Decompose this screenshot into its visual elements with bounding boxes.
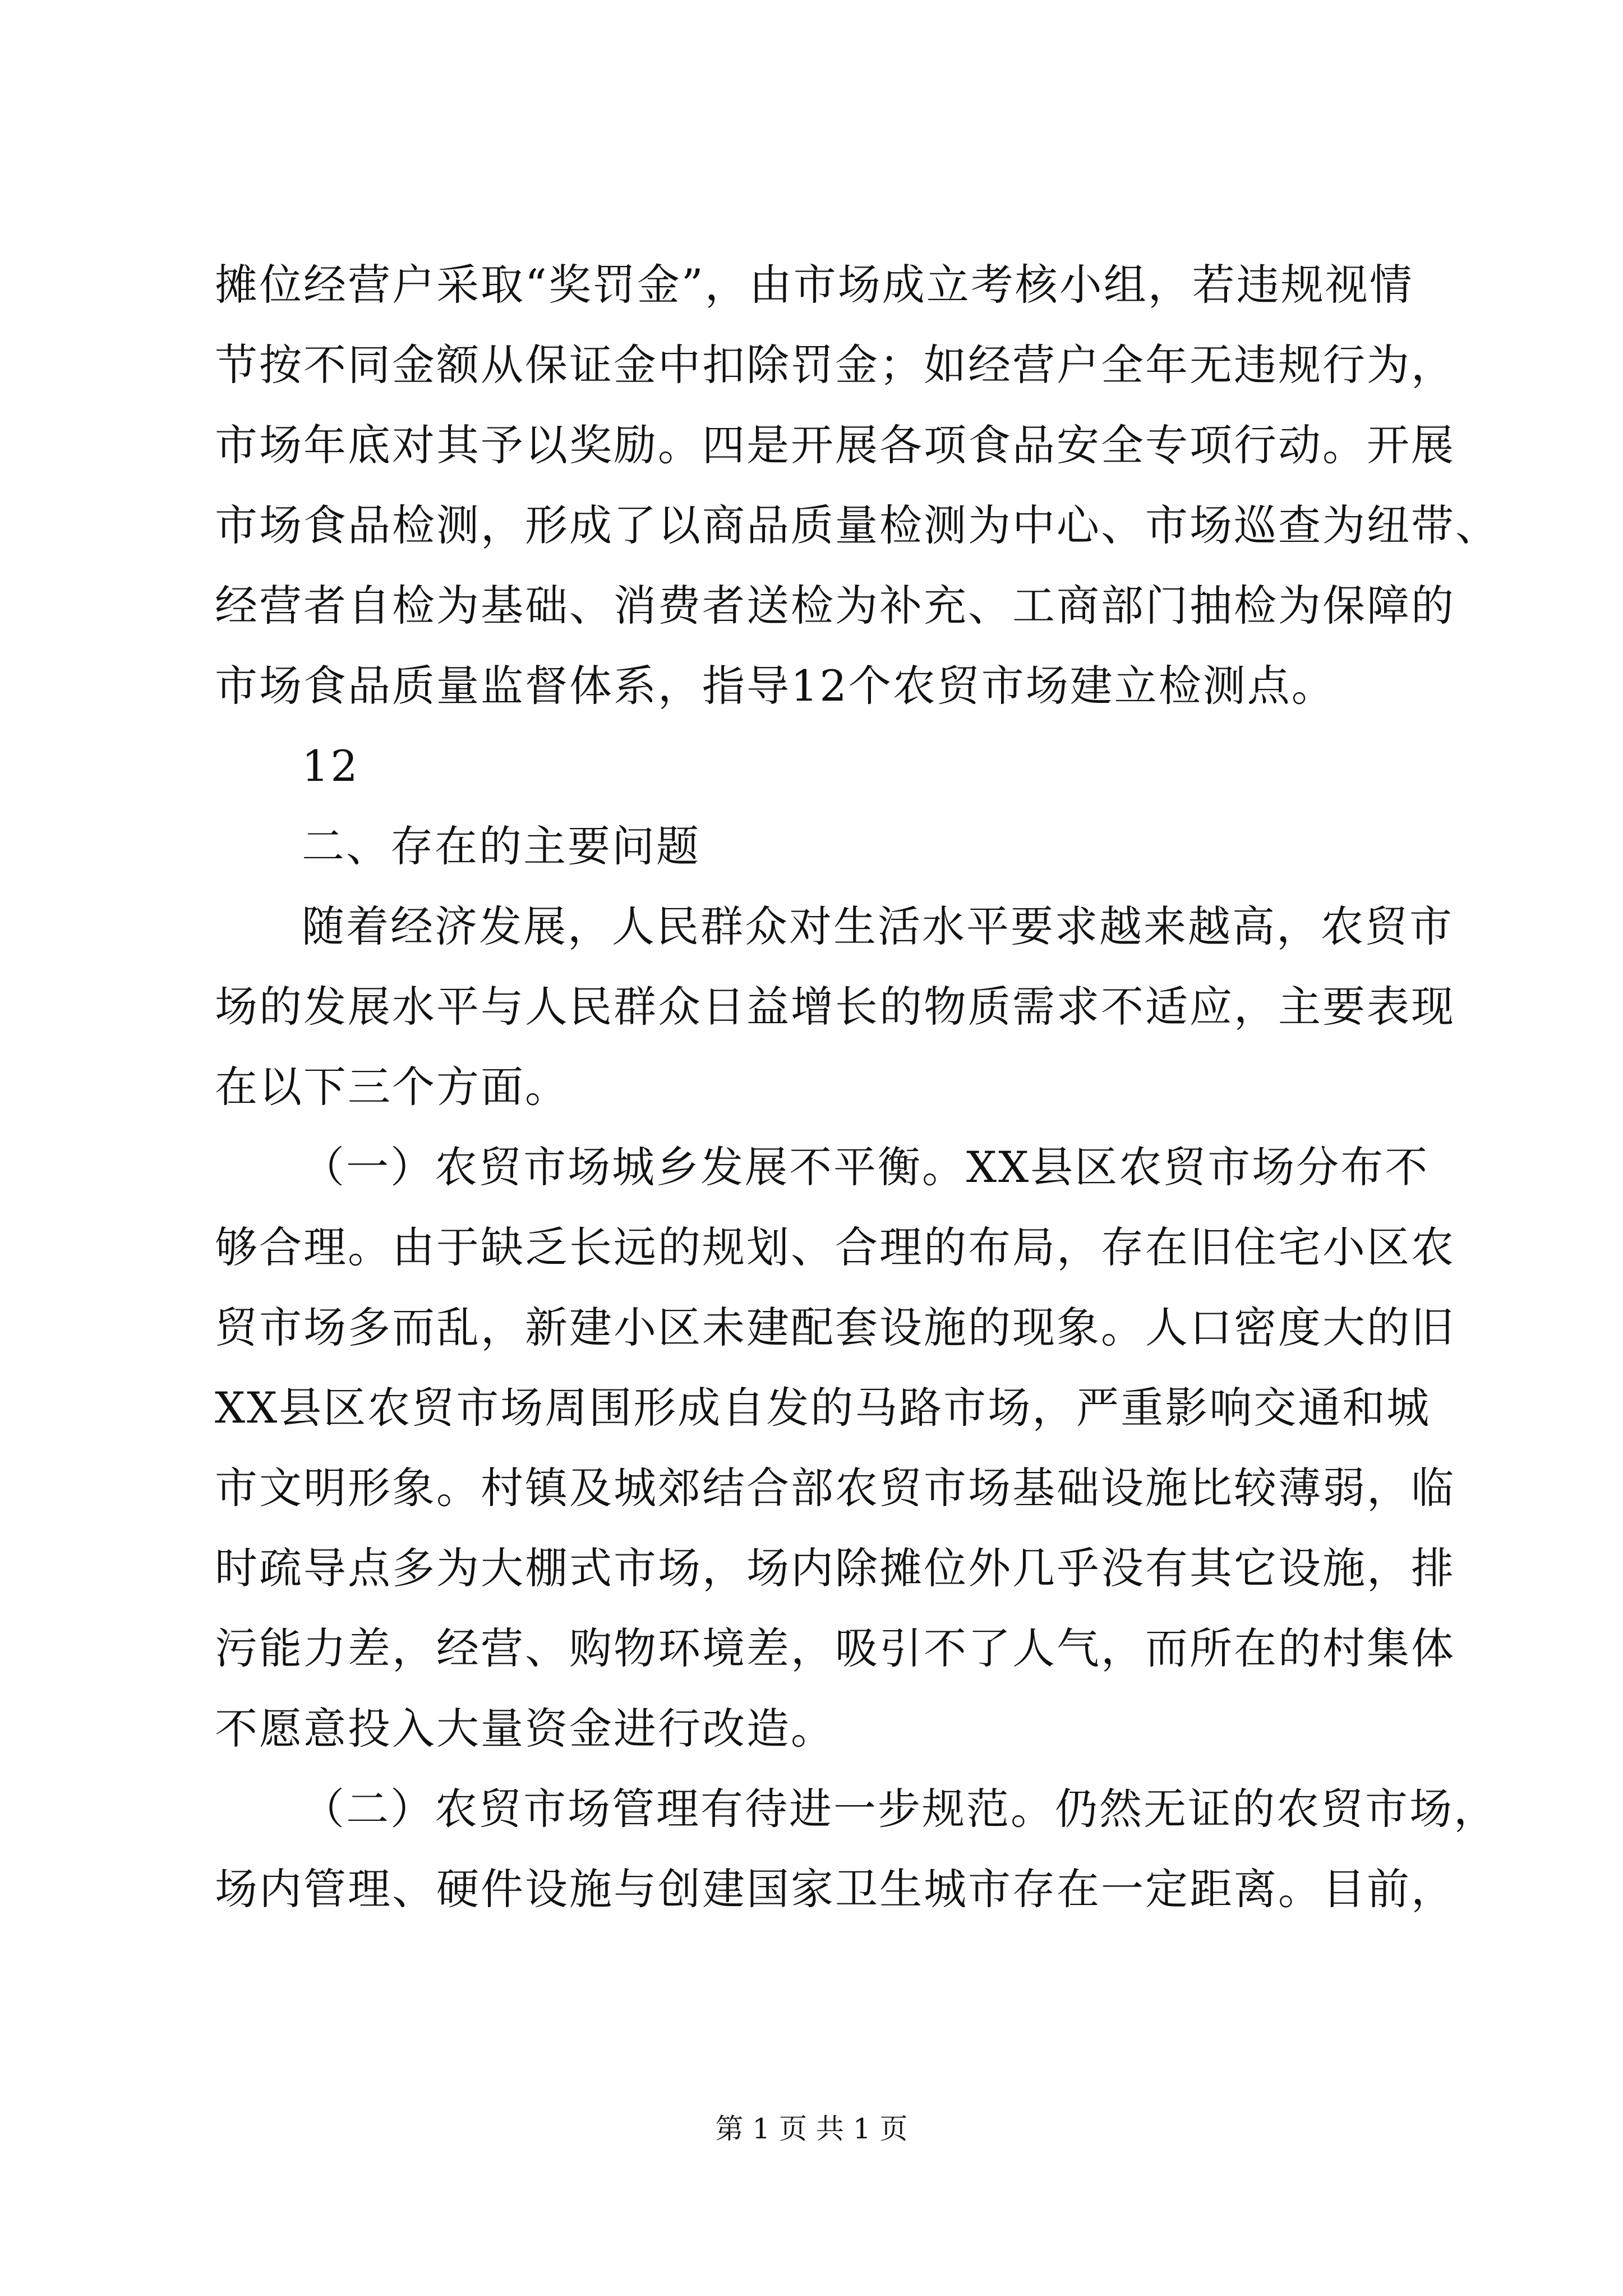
subsection-first-line: （二）农贸市场管理有待进一步规范。仍然无证的农贸市场，: [302, 1784, 1498, 1834]
text-line: XX县区农贸市场周围形成自发的马路市场，严重影响交通和城: [215, 1383, 1431, 1433]
text-line: 时疏导点多为大棚式市场，场内除摊位外几乎没有其它设施，排: [215, 1543, 1455, 1593]
subsection-first-line: （一）农贸市场城乡发展不平衡。XX县区农贸市场分布不: [302, 1142, 1430, 1192]
text-line: 够合理。由于缺乏长远的规划、合理的布局，存在旧住宅小区农: [215, 1222, 1455, 1272]
page-footer: 第 1 页 共 1 页: [715, 2113, 908, 2145]
text-line: 经营者自检为基础、消费者送检为补充、工商部门抽检为保障的: [215, 581, 1455, 631]
text-line: 场内管理、硬件设施与创建国家卫生城市存在一定距离。目前，: [215, 1864, 1455, 1914]
text-line: 市文明形象。村镇及城郊结合部农贸市场基础设施比较薄弱，临: [215, 1463, 1455, 1513]
text-line: 市场食品检测，形成了以商品质量检测为中心、市场巡查为纽带、: [215, 500, 1500, 550]
text-line: 市场年底对其予以奖励。四是开展各项食品安全专项行动。开展: [215, 420, 1455, 470]
text-line: 节按不同金额从保证金中扣除罚金；如经营户全年无违规行为，: [215, 340, 1455, 390]
text-line: 场的发展水平与人民群众日益增长的物质需求不适应，主要表现: [215, 982, 1455, 1032]
text-line: 摊位经营户采取“奖罚金”，由市场成立考核小组，若违规视情: [215, 260, 1414, 310]
text-line: 污能力差，经营、购物环境差，吸引不了人气，而所在的村集体: [215, 1623, 1455, 1673]
text-line: 贸市场多而乱，新建小区未建配套设施的现象。人口密度大的旧: [215, 1303, 1455, 1352]
page-number-text: 12: [302, 741, 359, 791]
paragraph-first-line: 随着经济发展，人民群众对生活水平要求越来越高，农贸市: [302, 901, 1454, 951]
text-line: 在以下三个方面。: [215, 1062, 569, 1112]
text-line: 不愿意投入大量资金进行改造。: [215, 1704, 835, 1754]
section-heading: 二、存在的主要问题: [302, 821, 700, 871]
text-line: 市场食品质量监督体系，指导12个农贸市场建立检测点。: [215, 661, 1336, 711]
